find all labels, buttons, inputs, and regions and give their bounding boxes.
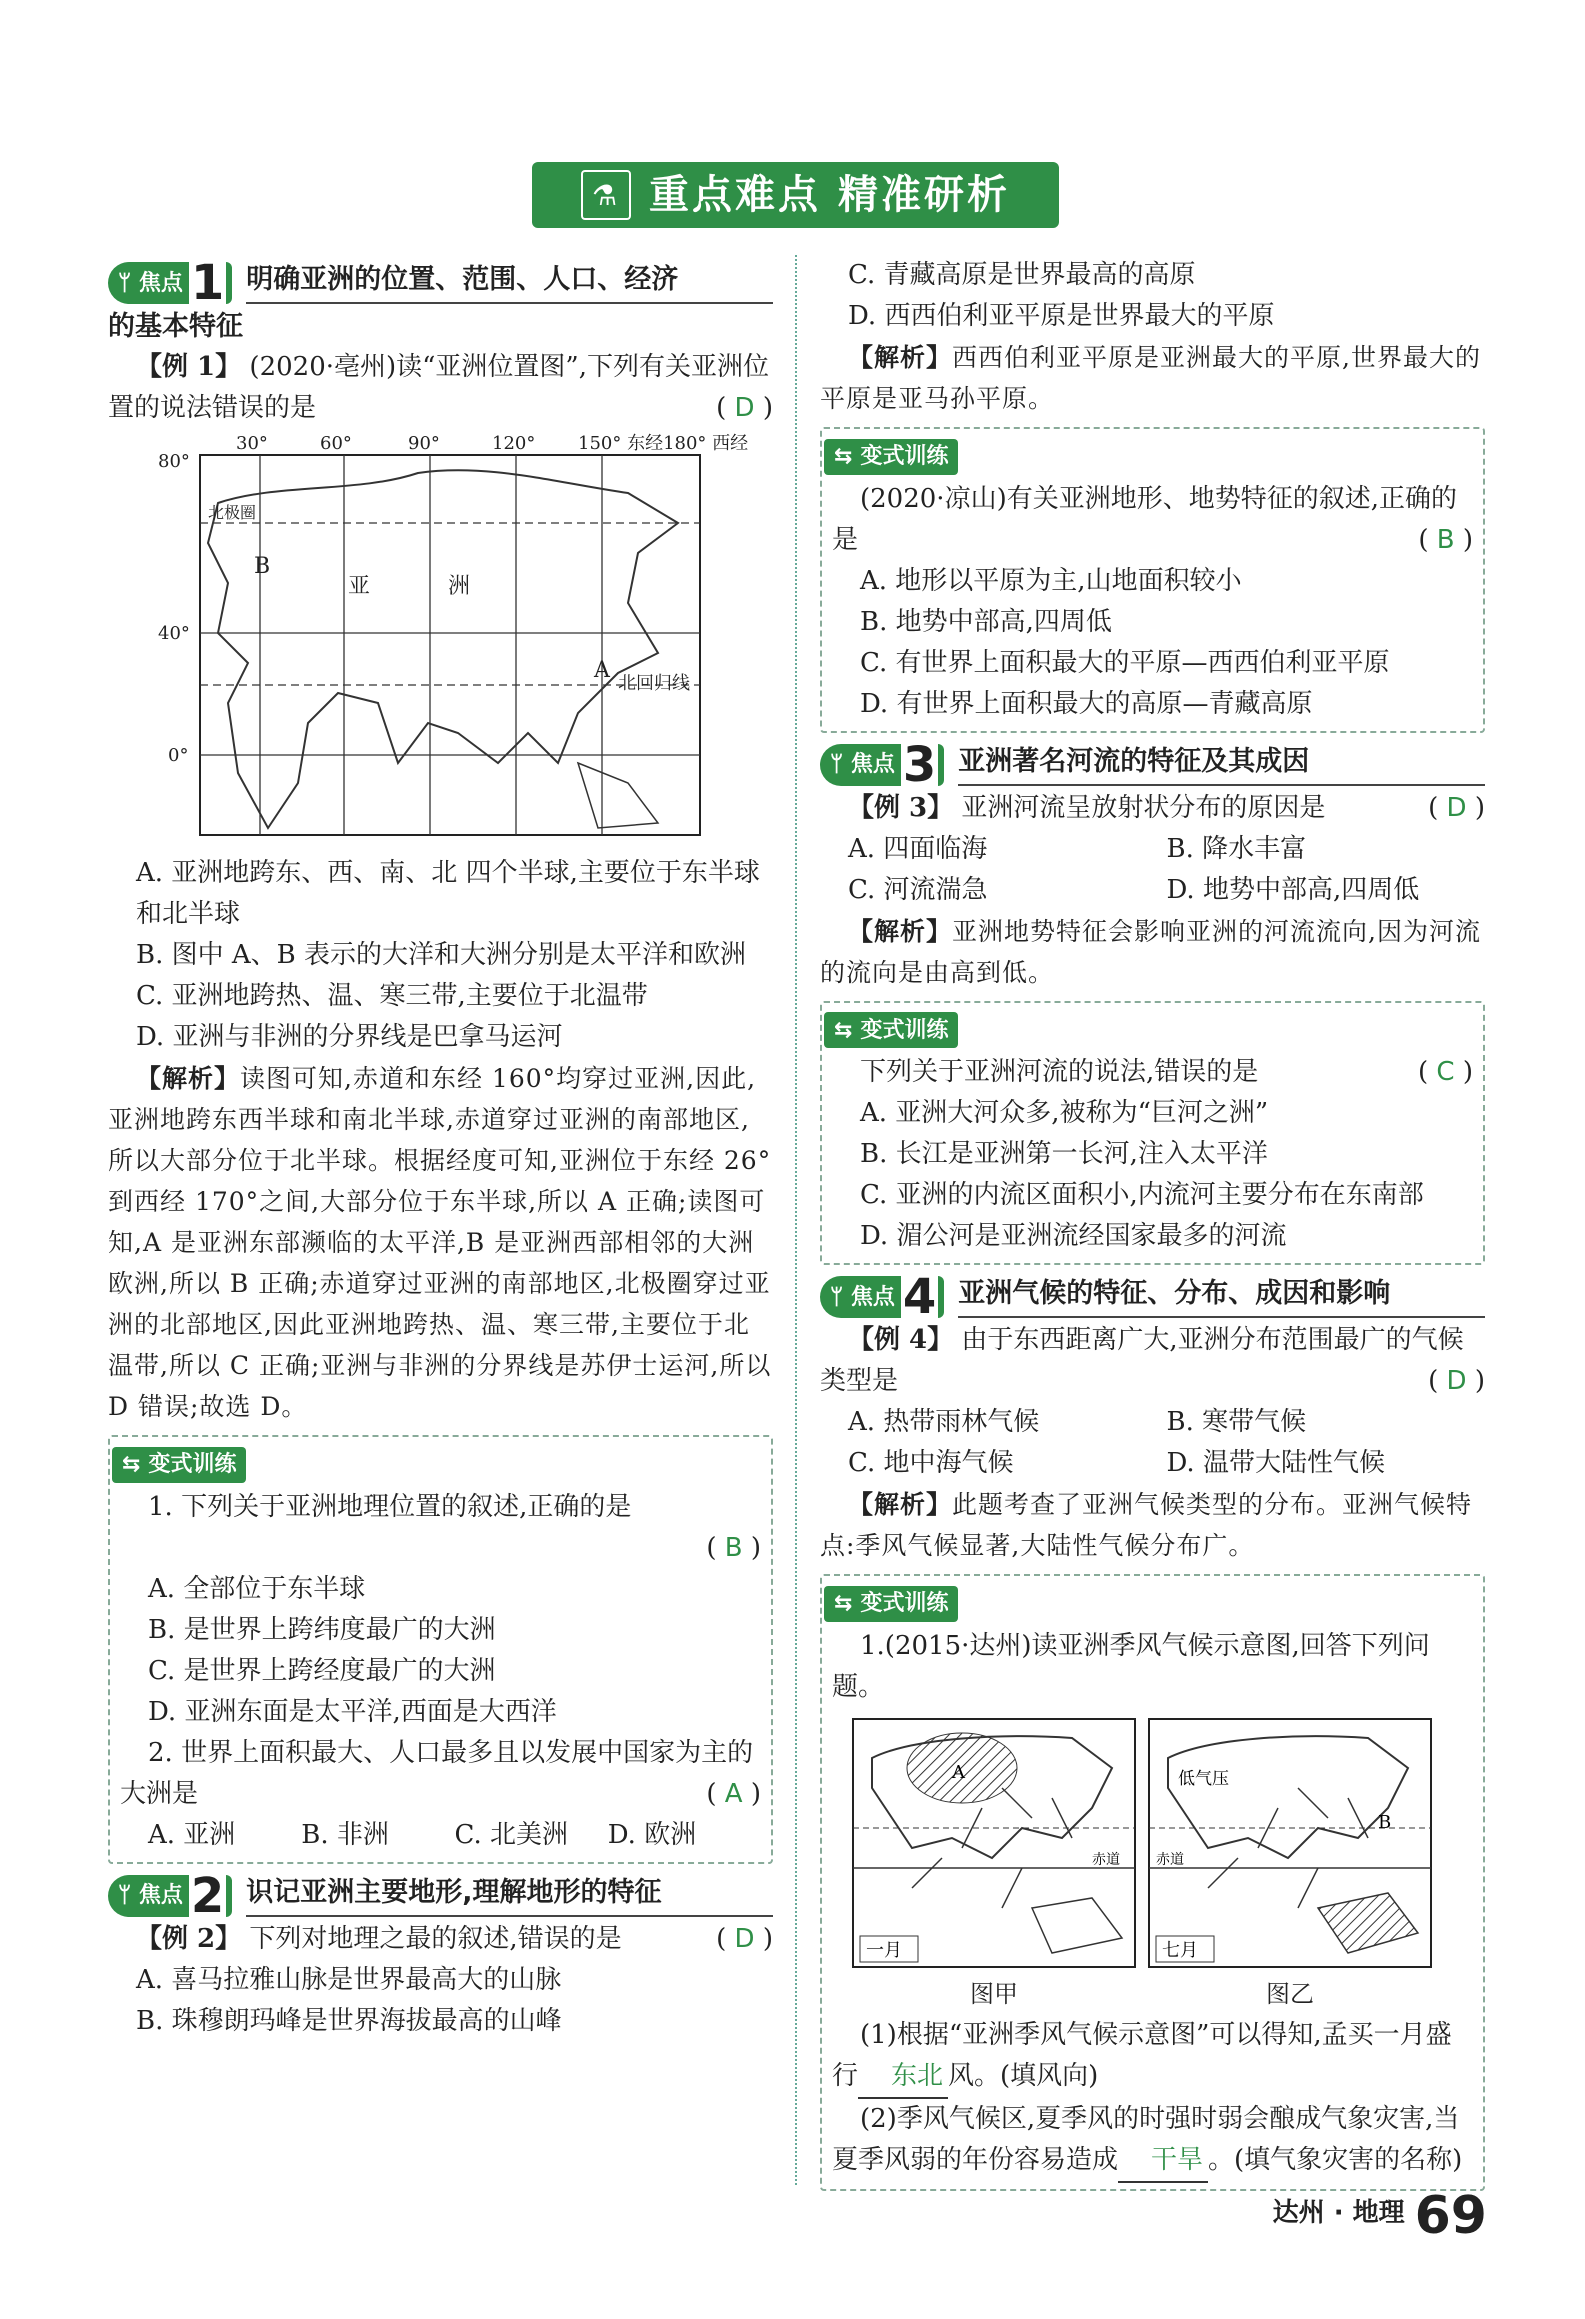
answer-blank: 干旱 [1118, 2140, 1208, 2183]
focus-3-header [820, 736, 1485, 793]
footer-text: 达州 · 地理 [1272, 2198, 1405, 2228]
option: A. 全部位于东半球 [148, 1573, 366, 1604]
option: C. 河流湍急 [848, 874, 988, 905]
swap-arrows-icon: ⇆ [834, 444, 853, 469]
analysis: 【解析】此题考查了亚洲气候类型的分布。亚洲气候特点:季风气候显著,大陆性气候分布广。 [820, 1490, 1473, 1560]
option: C. 北美洲 [454, 1819, 568, 1850]
variant-training-3: ⇆ 变式训练 下列关于亚洲河流的说法,错误的是 ( C ) A. 亚洲大河众多,被称为“巨河之洲” B. 长江是亚洲第一长河,注入太平洋 C. 亚洲的内流区面积小,内流河主要分布在东南部 D. 湄公河是亚洲流经国家最多的河流 [820, 1001, 1485, 1266]
option: A. 亚洲 [148, 1819, 236, 1850]
monsoon-map-january [852, 1718, 1136, 1968]
focus-4-header [820, 1269, 1485, 1325]
variant-training-1: ⇆ 变式训练 1. 下列关于亚洲地理位置的叙述,正确的是 ( B ) A. 全部位于东半球 B. 是世界上跨纬度最广的大洲 C. 是世界上跨经度最广的大洲 D. 亚洲东面是太平洋,西面是大西洋 2. 世界上面积最大、人口最多且以发展中国家为主的大洲是 ( A ) A. 亚洲 B. 非洲 C. 北美洲 D. 欧洲 [108, 1435, 773, 1864]
option: C. 有世界上面积最大的平原—西西伯利亚平原 [860, 647, 1390, 678]
option: D. 亚洲东面是太平洋,西面是大西洋 [148, 1696, 557, 1727]
answer: D [734, 1923, 755, 1954]
option: A. 地形以平原为主,山地面积较小 [860, 565, 1242, 596]
analysis: 【解析】西西伯利亚平原是亚洲最大的平原,世界最大的平原是亚马孙平原。 [820, 343, 1481, 413]
example-1: 【例 1】 (2020·亳州)读“亚洲位置图”,下列有关亚洲位置的说法错误的是 ( D ) [108, 352, 773, 423]
microscope-icon: ⚗ [581, 170, 631, 220]
lon-label: 90° [408, 433, 440, 454]
answer: D [734, 393, 755, 423]
option: D. 有世界上面积最大的高原—青藏高原 [860, 688, 1313, 719]
focus-badge: ᛘ 焦点 4 [820, 1276, 944, 1318]
map-label-ya: 亚 [348, 574, 371, 599]
low-pressure-label: 低气压 [1178, 1768, 1229, 1789]
option: B. 珠穆朗玛峰是世界海拔最高的山峰 [136, 2005, 562, 2036]
answer: D [1446, 792, 1467, 823]
page-footer [1272, 2186, 1487, 2246]
sprout-icon: ᛘ [118, 1883, 132, 1908]
option: C. 亚洲的内流区面积小,内流河主要分布在东南部 [860, 1180, 1424, 1210]
training-badge: ⇆ 变式训练 [112, 1447, 246, 1483]
swap-arrows-icon: ⇆ [122, 1452, 141, 1477]
arctic-circle-label: 北极圈 [208, 503, 257, 522]
map-caption: 图甲 [970, 1979, 1018, 2008]
focus-title: 亚洲著名河流的特征及其成因 [958, 741, 1485, 786]
training-badge: ⇆ 变式训练 [824, 439, 958, 475]
analysis: 【解析】亚洲地势特征会影响亚洲的河流流向,因为河流的流向是由高到低。 [820, 916, 1481, 987]
equator-label: 赤道 [1156, 1851, 1184, 1868]
map-month-label: 七月 [1162, 1939, 1198, 1961]
focus-badge: ᛘ 焦点 1 [108, 262, 232, 304]
answer: B [1436, 524, 1455, 555]
sprout-icon: ᛘ [830, 752, 844, 777]
sprout-icon: ᛘ [830, 1284, 844, 1310]
map-label-b: B [254, 554, 271, 579]
answer: D [1446, 1366, 1467, 1396]
variant-training-2: ⇆ 变式训练 (2020·凉山)有关亚洲地形、地势特征的叙述,正确的是 ( B ) A. 地形以平原为主,山地面积较小 B. 地势中部高,四周低 C. 有世界上面积最大的平原—西西伯利亚平原 D. 有世界上面积最大的高原—青藏高原 [820, 427, 1485, 733]
option: B. 长江是亚洲第一长河,注入太平洋 [860, 1139, 1268, 1169]
focus-2-header [108, 1867, 773, 1924]
option: B. 地势中部高,四周低 [860, 606, 1112, 637]
lat-label: 80° [158, 451, 190, 472]
option: D. 西西伯利亚平原是世界最大的平原 [848, 301, 1275, 331]
option: B. 寒带气候 [1166, 1407, 1307, 1437]
option: C. 亚洲地跨热、温、寒三带,主要位于北温带 [136, 981, 648, 1011]
option: B. 降水丰富 [1166, 833, 1307, 864]
analysis: 【解析】读图可知,赤道和东经 160°均穿过亚洲,因此,亚洲地跨东西半球和南北半球,赤道穿过亚洲的南部地区,所以大部分位于北半球。根据经度可知,亚洲位于东经 26°到西经 170°之间,大部分位于东半球,所以 A 正确;读图可知,A 是亚洲东部濒临的太平洋,B 是亚洲西部相邻的大洲欧洲,所以 B 正确;赤道穿过亚洲的南部地区,北极圈穿过亚洲的北部地区,因此亚洲地跨热、温、寒三带,主要位于北温带,所以 C 正确;亚洲与非洲的分界线是苏伊士运河,所以 D 错误;故选 D。 [108, 1064, 772, 1421]
lon-label: 150° 东经180° 西经 [578, 433, 749, 454]
focus-1-header [108, 255, 773, 311]
example-4: 【例 4】 由于东西距离广大,亚洲分布范围最广的气候类型是 ( D ) [820, 1325, 1485, 1396]
swap-arrows-icon: ⇆ [834, 1591, 853, 1616]
focus-title: 识记亚洲主要地形,理解地形的特征 [246, 1872, 773, 1917]
option: A. 热带雨林气候 [848, 1407, 1040, 1437]
map-label-zhou: 洲 [448, 574, 471, 599]
training-badge: ⇆ 变式训练 [824, 1012, 958, 1048]
lat-label: 40° [158, 623, 190, 644]
map-caption: 图乙 [1266, 1979, 1314, 2008]
answer: A [724, 1778, 743, 1809]
sub-question-2: (2)季风气候区,夏季风的时强时弱会酿成气象灾害,当夏季风弱的年份容易造成 干旱 。(填气象灾害的名称) [832, 2099, 1473, 2183]
page-number: 69 [1414, 2186, 1487, 2246]
option: A. 亚洲大河众多,被称为“巨河之洲” [860, 1098, 1269, 1128]
section-banner [532, 162, 1059, 228]
option: C. 地中海气候 [848, 1448, 1014, 1478]
option: B. 是世界上跨纬度最广的大洲 [148, 1614, 496, 1645]
map-label-a: A [594, 658, 610, 683]
column-divider [795, 255, 797, 2185]
answer-blank: 东北 [858, 2056, 948, 2099]
option: D. 欧洲 [607, 1819, 697, 1850]
swap-arrows-icon: ⇆ [834, 1017, 853, 1043]
option: A. 四面临海 [848, 833, 988, 864]
map-label-a: A [952, 1761, 965, 1783]
right-column [820, 255, 1485, 2199]
option: D. 温带大陆性气候 [1166, 1448, 1385, 1478]
example-3: 【例 3】 亚洲河流呈放射状分布的原因是 ( D ) [848, 792, 1485, 823]
focus-badge: ᛘ 焦点 3 [820, 744, 944, 786]
training-badge: ⇆ 变式训练 [824, 1586, 958, 1622]
answer: C [1436, 1057, 1455, 1087]
option: C. 是世界上跨经度最广的大洲 [148, 1655, 496, 1686]
answer: B [724, 1532, 743, 1563]
monsoon-map-july [1148, 1718, 1432, 1968]
option: D. 地势中部高,四周低 [1166, 874, 1420, 905]
lon-label: 30° [236, 433, 268, 454]
option: B. 非洲 [301, 1819, 389, 1850]
example-2: 【例 2】 下列对地理之最的叙述,错误的是 ( D ) [136, 1923, 773, 1954]
option: D. 湄公河是亚洲流经国家最多的河流 [860, 1221, 1287, 1251]
option: A. 亚洲地跨东、西、南、北 四个半球,主要位于东半球和北半球 [136, 858, 760, 929]
equator-label: 赤道 [1092, 1851, 1120, 1868]
focus-title: 亚洲气候的特征、分布、成因和影响 [958, 1273, 1485, 1318]
map-label-b: B [1378, 1811, 1392, 1833]
sub-question-1: (1)根据“亚洲季风气候示意图”可以得知,孟买一月盛行 东北 风。(填风向) [832, 2015, 1473, 2099]
sprout-icon: ᛘ [118, 270, 132, 296]
option: B. 图中 A、B 表示的大洋和大洲分别是太平洋和欧洲 [136, 940, 747, 970]
lon-label: 120° [492, 433, 536, 454]
option: D. 亚洲与非洲的分界线是巴拿马运河 [136, 1022, 563, 1052]
variant-training-4 [820, 1574, 1485, 2191]
focus-badge: ᛘ 焦点 2 [108, 1875, 232, 1917]
map-month-label: 一月 [866, 1939, 902, 1961]
option: A. 喜马拉雅山脉是世界最高大的山脉 [136, 1964, 562, 1995]
focus-title: 明确亚洲的位置、范围、人口、经济 [246, 259, 773, 304]
option: C. 青藏高原是世界最高的高原 [848, 260, 1196, 290]
left-column [108, 255, 773, 2042]
asia-location-map [158, 433, 749, 843]
lon-label: 60° [320, 433, 352, 454]
lat-label: 0° [168, 745, 189, 766]
banner-title: 重点难点 精准研析 [649, 171, 1010, 218]
focus-title-cont: 的基本特征 [108, 311, 243, 342]
tropic-label: 北回归线 [618, 673, 690, 694]
question-stem: 1.(2015·达州)读亚洲季风气候示意图,回答下列问题。 [832, 1630, 1430, 1702]
